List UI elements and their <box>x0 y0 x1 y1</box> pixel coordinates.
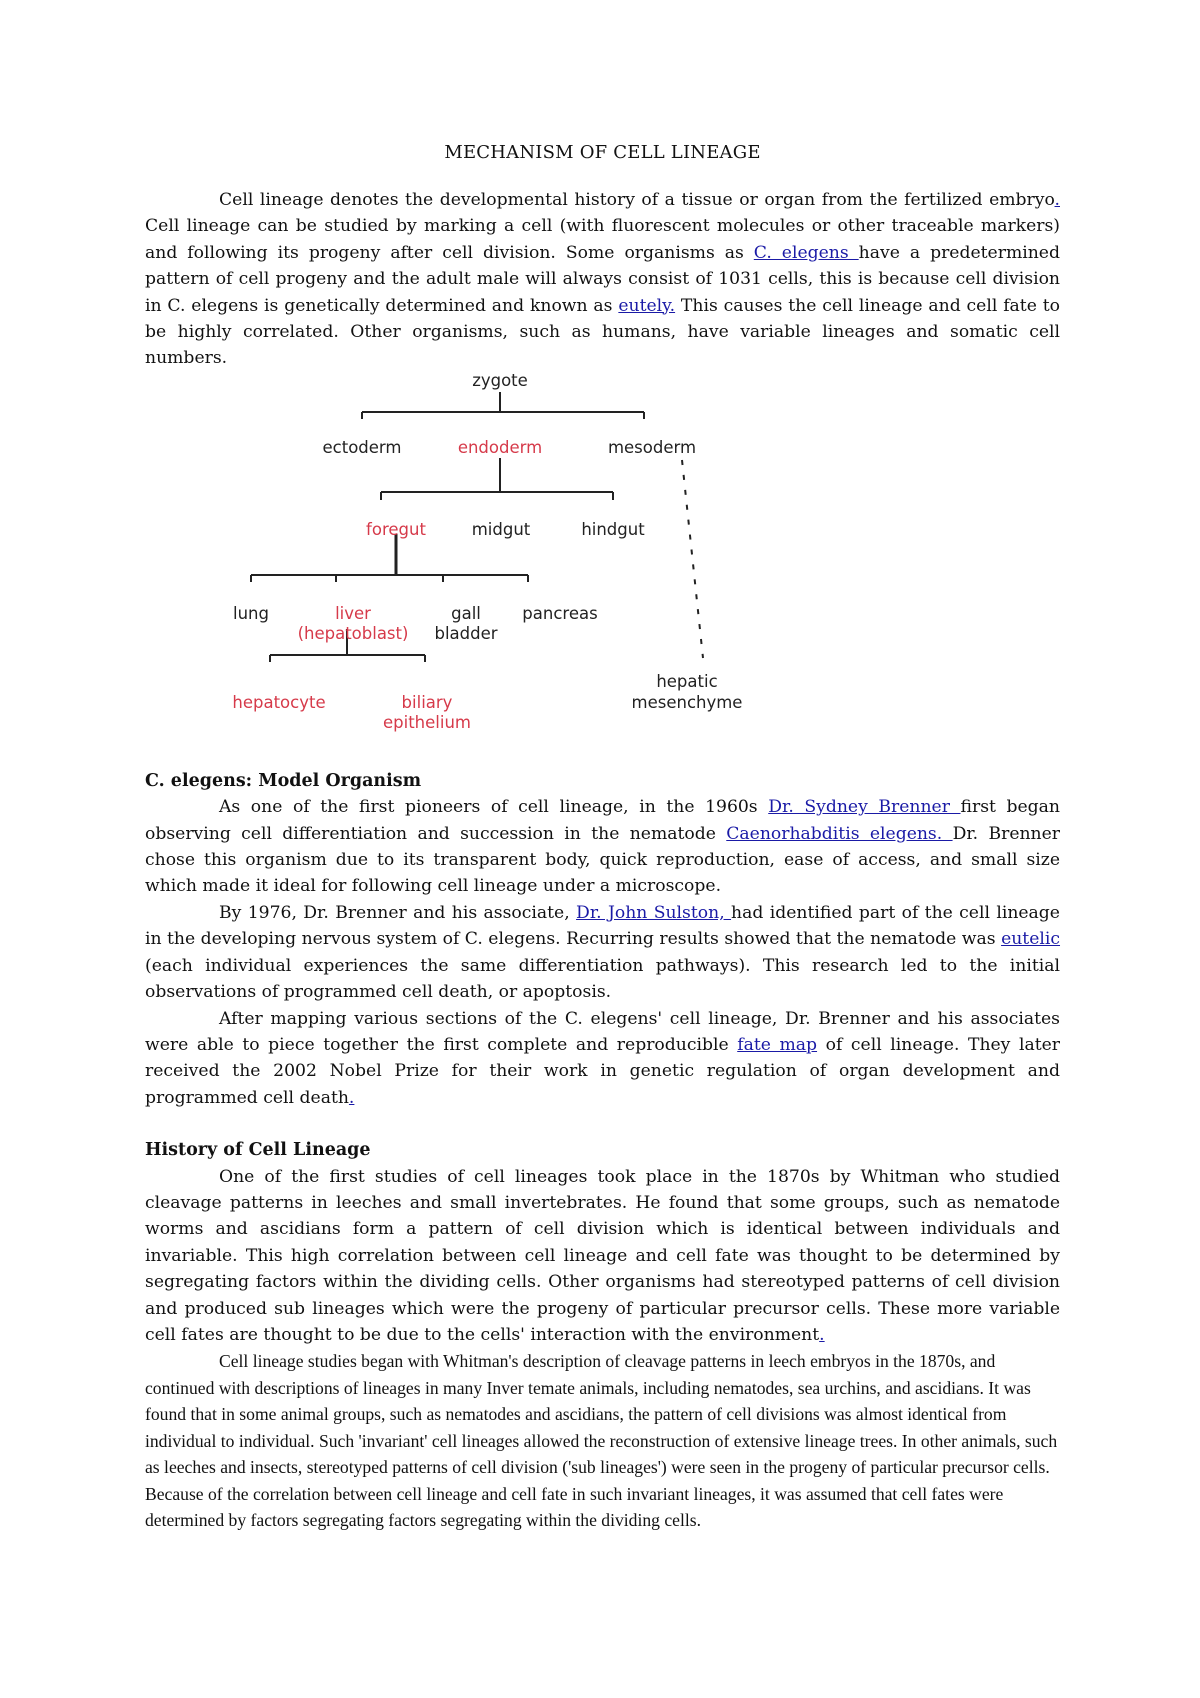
eutely-link[interactable]: eutely. <box>618 295 676 316</box>
section-spacer <box>145 1111 1060 1137</box>
fate-map-link[interactable]: fate map <box>737 1034 818 1055</box>
node-midgut: midgut <box>471 519 531 539</box>
section2-paragraph-2: Cell lineage studies began with Whitman's description of cleavage patterns in leech embryos in the 1870s, and continued with descriptions of lineages in many Inver temate animals, including nematodes, sea urchins, and ascidians. It was found that in some animal groups, such as nematodes and ascidians, the pattern of cell divisions was almost identical from individual to individual. Such 'invariant' cell lineages allowed the reconstruction of extensive lineage trees. In other animals, such as leeches and insects, stereotyped patterns of cell division ('sub lineages') were seen in the progeny of particular precursor cells. Because of the correlation between cell lineage and cell fate in such invariant lineages, it was assumed that cell fates were determined by factors segregating factors segregating within the dividing cells. <box>145 1351 1058 1531</box>
section2-paragraph-1: One of the first studies of cell lineages took place in the 1870s by Whitman who studied cleavage patterns in leeches and small invertebrates. He found that some groups, such as nematode worms and ascidians form a pattern of cell division which is identical between individuals and invariable. This high correlation between cell lineage and cell fate was thought to be determined by segregating factors within the dividing cells. Other organisms had stereotyped patterns of cell division and produced sub lineages which were the progeny of particular precursor cells. These more variable cell fates are thought to be due to the cells' interaction with the environment. <box>145 1166 1060 1345</box>
intro-link-1[interactable]: . <box>1054 190 1060 210</box>
caenorhabditis-elegens-link[interactable]: Caenorhabditis elegens. <box>726 823 953 844</box>
node-hepatocyte: hepatocyte <box>232 692 326 712</box>
node-mesoderm: mesoderm <box>607 437 697 457</box>
environment-link[interactable]: . <box>819 1324 825 1345</box>
node-hindgut: hindgut <box>581 519 645 539</box>
node-pancreas: pancreas <box>522 603 598 623</box>
node-endoderm: endoderm <box>457 437 543 457</box>
document-content <box>145 142 1060 1534</box>
node-bladder: bladder <box>434 623 498 643</box>
section1-paragraph-2: By 1976, Dr. Brenner and his associate, Dr. John Sulston, had identified part of the cell lineage in the developing nervous system of C. elegens. Recurring results showed that the nematode was eutelic (each individual experiences the same differentiation pathways). This research led to the initial observations of programmed cell death, or apoptosis. <box>145 902 1061 1003</box>
john-sulston-link[interactable]: Dr. John Sulston, <box>576 902 732 923</box>
cell-lineage-diagram <box>145 372 1060 768</box>
sydney-brenner-link[interactable]: Dr. Sydney Brenner <box>768 797 961 818</box>
lineage-labels <box>232 372 742 732</box>
node-mesenchyme: mesenchyme <box>631 692 743 712</box>
lineage-tree-svg <box>145 372 1060 768</box>
node-ectoderm: ectoderm <box>322 437 402 457</box>
section-heading-model-organism: C. elegens: Model Organism <box>145 770 422 791</box>
document-title: MECHANISM OF CELL LINEAGE <box>444 142 761 163</box>
node-liver: liver <box>335 603 371 623</box>
node-foregut: foregut <box>366 519 426 539</box>
c-elegens-link[interactable]: C. elegens <box>753 242 859 263</box>
section1-paragraph-1: As one of the first pioneers of cell lineage, in the 1960s Dr. Sydney Brenner first began observing cell differentiation and succession in the nematode Caenorhabditis elegens. Dr. Brenner chose this organism due to its transparent body, quick reproduction, ease of access, and small size which made it ideal for following cell lineage under a microscope. <box>145 797 1061 897</box>
node-gall: gall <box>451 603 481 623</box>
section1-paragraph-3: After mapping various sections of the C. elegens' cell lineage, Dr. Brenner and his associates were able to piece together the first complete and reproducible fate map of cell lineage. They later received the 2002 Nobel Prize for their work in genetic regulation of organ development and programmed cell death. <box>145 1008 1061 1108</box>
node-zygote: zygote <box>472 371 528 390</box>
node-hepatoblast: (hepatoblast) <box>297 623 409 643</box>
eutelic-link[interactable]: eutelic <box>1001 929 1061 950</box>
node-hepatic: hepatic <box>656 671 718 691</box>
node-epithelium: epithelium <box>383 712 471 732</box>
node-biliary: biliary <box>401 692 453 712</box>
node-lung: lung <box>233 603 269 623</box>
nobel-link[interactable]: . <box>348 1087 355 1108</box>
section-heading-history: History of Cell Lineage <box>145 1140 371 1161</box>
intro-paragraph: Cell lineage denotes the developmental history of a tissue or organ from the fertilized embryo. Cell lineage can be studied by marking a cell (with fluorescent molecules or other traceable markers) and following its progeny after cell division. Some organisms as C. elegens have a predetermined pattern of cell progeny and the adult male will always consist of 1031 cells, this is because cell division in C. elegens is genetically determined and known as eutely. This causes the cell lineage and cell fate to be highly correlated. Other organisms, such as humans, have variable lineages and somatic cell numbers. <box>145 190 1060 369</box>
